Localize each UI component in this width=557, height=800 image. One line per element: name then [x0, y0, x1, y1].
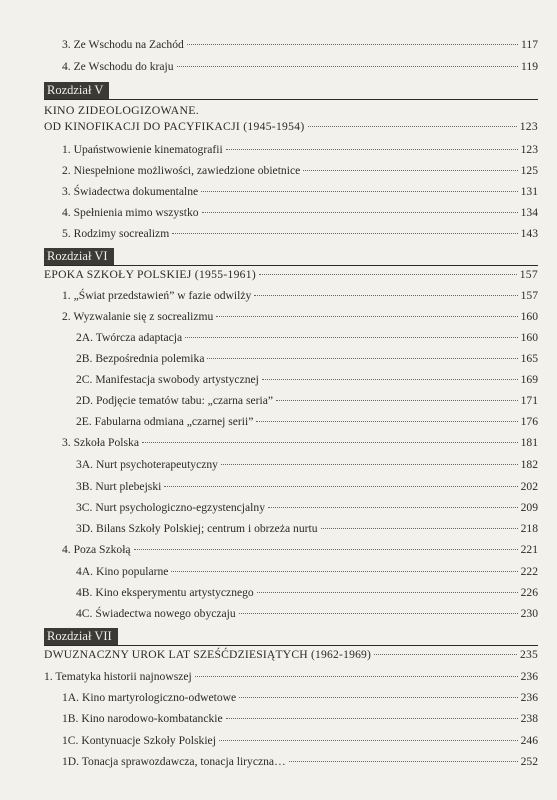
dot-leader	[374, 653, 517, 655]
dot-leader	[226, 717, 518, 719]
dot-leader	[202, 211, 518, 213]
chapter-title-line2: OD KINOFIKACJI DO PACYFIKACJI (1945-1954)	[44, 120, 305, 133]
toc-entry[interactable]	[44, 227, 538, 245]
chapter-title-entry[interactable]	[44, 648, 538, 666]
toc-entry[interactable]	[44, 164, 538, 182]
toc-entry-title: 3C. Nurt psychologiczno-egzystencjalny	[76, 501, 265, 514]
toc-subentry[interactable]	[44, 480, 538, 498]
toc-subentry[interactable]	[44, 691, 538, 709]
toc-subentry[interactable]	[44, 458, 538, 476]
toc-entry-title: 2B. Bezpośrednia polemika	[76, 352, 205, 365]
chapter-title-entry[interactable]	[44, 268, 538, 286]
chapter-title-entry[interactable]	[44, 120, 538, 138]
chapter-title: EPOKA SZKOŁY POLSKIEJ (1955-1961)	[44, 268, 257, 281]
toc-subentry[interactable]	[44, 565, 538, 583]
toc-entry-title: 2A. Twórcza adaptacja	[76, 331, 183, 344]
toc-entry-page: 157	[520, 289, 538, 302]
toc-entry-page: 123	[520, 143, 538, 156]
dot-leader	[257, 591, 518, 593]
chapter-title-line1: KINO ZIDEOLOGIZOWANE.	[44, 103, 200, 117]
dot-leader	[171, 570, 517, 572]
toc-subentry[interactable]	[44, 586, 538, 604]
toc-entry[interactable]	[44, 185, 538, 203]
toc-entry-page: 181	[520, 436, 538, 449]
toc-entry-title: 1. Tematyka historii najnowszej	[44, 670, 192, 683]
toc-entry-page: 246	[520, 734, 538, 747]
toc-entry-title: 3A. Nurt psychoterapeutyczny	[76, 458, 218, 471]
dot-leader	[259, 273, 517, 275]
toc-entry-title: 5. Rodzimy socrealizm	[62, 227, 170, 240]
toc-entry-title: 4C. Świadectwa nowego obyczaju	[76, 607, 236, 620]
dot-leader	[219, 739, 518, 741]
dot-leader	[177, 65, 519, 67]
toc-entry-title: 3. Szkoła Polska	[62, 436, 139, 449]
toc-entry[interactable]	[44, 143, 538, 161]
toc-entry-page: 238	[520, 712, 538, 725]
chapter-header-6	[44, 248, 538, 266]
toc-entry-title: 1. „Świat przedstawień” w fazie odwilży	[62, 289, 252, 302]
dot-leader	[185, 336, 517, 338]
dot-leader	[289, 760, 518, 762]
toc-entry-page: 119	[521, 60, 538, 73]
dot-leader	[276, 399, 518, 401]
toc-entry[interactable]	[44, 60, 538, 78]
toc-subentry[interactable]	[44, 331, 538, 349]
toc-entry-title: 2D. Podjęcie tematów tabu: „czarna seria”	[76, 394, 274, 407]
chapter-label: Rozdział V	[44, 82, 109, 99]
toc-entry-page: 236	[520, 691, 538, 704]
dot-leader	[187, 43, 518, 45]
toc-entry[interactable]	[44, 38, 538, 56]
toc-entry-title: 3. Ze Wschodu na Zachód	[62, 38, 184, 51]
dot-leader	[164, 485, 517, 487]
toc-entry-page: 221	[520, 543, 538, 556]
toc-subentry[interactable]	[44, 501, 538, 519]
chapter-label: Rozdział VI	[44, 248, 114, 265]
toc-entry-page: 165	[520, 352, 538, 365]
dot-leader	[239, 696, 517, 698]
toc-subentry[interactable]	[44, 607, 538, 625]
toc-entry[interactable]	[44, 436, 538, 454]
toc-entry-page: 218	[520, 522, 538, 535]
dot-leader	[207, 357, 517, 359]
toc-entry-page: 134	[520, 206, 538, 219]
toc-entry-page: 236	[520, 670, 538, 683]
toc-entry-title: 4. Ze Wschodu do kraju	[62, 60, 174, 73]
dot-leader	[142, 441, 518, 443]
toc-subentry[interactable]	[44, 373, 538, 391]
dot-leader	[134, 548, 518, 550]
toc-entry[interactable]	[44, 670, 538, 688]
toc-entry-page: 176	[520, 415, 538, 428]
toc-entry-title: 3. Świadectwa dokumentalne	[62, 185, 199, 198]
toc-entry-title: 1C. Kontynuacje Szkoły Polskiej	[62, 734, 216, 747]
toc-entry-title: 1D. Tonacja sprawozdawcza, tonacja liryczna…	[62, 755, 286, 768]
toc-entry-page: 160	[520, 310, 538, 323]
toc-subentry[interactable]	[44, 352, 538, 370]
toc-subentry[interactable]	[44, 712, 538, 730]
toc-entry-page: 209	[520, 501, 538, 514]
toc-entry-page: 125	[520, 164, 538, 177]
dot-leader	[172, 232, 517, 234]
toc-entry-page: 169	[520, 373, 538, 386]
toc-entry-page: 143	[520, 227, 538, 240]
chapter-label: Rozdział VII	[44, 628, 118, 645]
toc-entry[interactable]	[44, 310, 538, 328]
toc-entry-page: 182	[520, 458, 538, 471]
toc-entry-title: 1B. Kino narodowo-kombatanckie	[62, 712, 223, 725]
toc-entry-title: 4A. Kino popularne	[76, 565, 169, 578]
toc-entry-title: 2C. Manifestacja swobody artystycznej	[76, 373, 259, 386]
toc-entry-page: 222	[520, 565, 538, 578]
chapter-header-7	[44, 628, 538, 646]
toc-subentry[interactable]	[44, 394, 538, 412]
toc-entry-title: 1A. Kino martyrologiczno-odwetowe	[62, 691, 237, 704]
chapter-title: DWUZNACZNY UROK LAT SZEŚĆDZIESIĄTYCH (1962-1969)	[44, 648, 372, 661]
dot-leader	[195, 675, 518, 677]
toc-entry-page: 157	[519, 268, 538, 281]
dot-leader	[254, 294, 517, 296]
toc-entry-page: 235	[520, 648, 538, 661]
dot-leader	[308, 125, 517, 127]
toc-entry-page: 252	[520, 755, 538, 768]
toc-entry-page: 202	[520, 480, 538, 493]
toc-entry-page: 171	[520, 394, 538, 407]
toc-subentry[interactable]	[44, 755, 538, 773]
toc-entry[interactable]	[44, 206, 538, 224]
toc-entry-page: 117	[521, 38, 538, 51]
toc-entry-title: 2. Niespełnione możliwości, zawiedzione obietnice	[62, 164, 301, 177]
chapter-header-5	[44, 82, 538, 100]
toc-entry-page: 123	[519, 120, 538, 133]
dot-leader	[268, 506, 518, 508]
toc-subentry[interactable]	[44, 415, 538, 433]
toc-entry-title: 1. Upaństwowienie kinematografii	[62, 143, 223, 156]
toc-entry-page: 131	[520, 185, 538, 198]
toc-entry-page: 226	[520, 586, 538, 599]
toc-entry[interactable]	[44, 543, 538, 561]
dot-leader	[216, 315, 517, 317]
dot-leader	[239, 612, 518, 614]
toc-entry-page: 230	[520, 607, 538, 620]
toc-entry-page: 160	[520, 331, 538, 344]
toc-entry-title: 4B. Kino eksperymentu artystycznego	[76, 586, 254, 599]
toc-entry-title: 2. Wyzwalanie się z socrealizmu	[62, 310, 214, 323]
toc-entry-title: 2E. Fabularna odmiana „czarnej serii”	[76, 415, 254, 428]
toc-subentry[interactable]	[44, 522, 538, 540]
toc-entry-title: 3D. Bilans Szkoły Polskiej; centrum i obrzeża nurtu	[76, 522, 318, 535]
dot-leader	[201, 190, 517, 192]
dot-leader	[262, 378, 518, 380]
dot-leader	[226, 148, 518, 150]
toc-entry-title: 4. Spełnienia mimo wszystko	[62, 206, 199, 219]
toc-entry-title: 3B. Nurt plebejski	[76, 480, 162, 493]
dot-leader	[321, 527, 518, 529]
dot-leader	[303, 169, 517, 171]
toc-entry[interactable]	[44, 289, 538, 307]
toc-subentry[interactable]	[44, 734, 538, 752]
dot-leader	[256, 420, 517, 422]
toc-entry-title: 4. Poza Szkołą	[62, 543, 131, 556]
dot-leader	[221, 463, 518, 465]
